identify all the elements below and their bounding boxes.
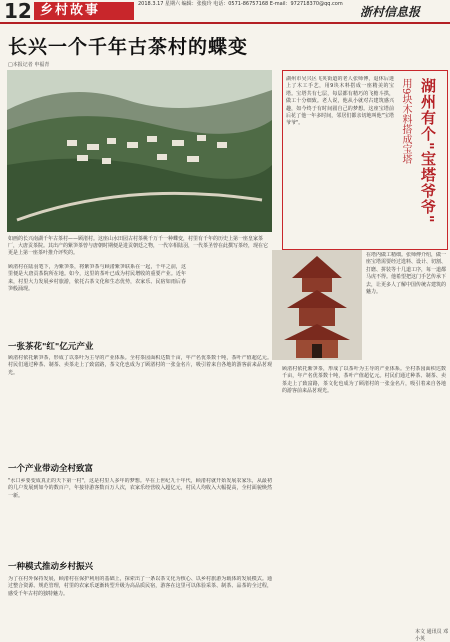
feature-title: 湖州有个"宝塔爷爷" [419, 78, 437, 224]
byline: □本报记者 申福青 [8, 62, 50, 68]
page-number: 12 [4, 0, 32, 23]
headline: 长兴一个千年古茶村的蝶变 [8, 36, 249, 58]
photo-caption: 如画的长兴南湖千年古茶村——顾渚村。这座山水田园古村茶桃千万千一种蝶变，村里有千年的历史上第一座皇家茶厂，大唐贡茶院。其出产的紫笋茶曾与唐朝时期便是进贡朝廷之物，一代宰相陆羽，一代茶圣曾在此撰写茶经，现在它更是上第一座茶叶推介评奖的。 [8, 236, 269, 257]
article-col3: "水口乡要变成真正的天下第一村"，这是村里人多年的梦想。早在上世纪九十年代，顾渚村就开始发展农家乐，从最初的几户发展到如今的数百户，年接待游客数百万人次，农家乐经营收入超亿元，村民人均收入大幅提高，全村面貌焕然一新。 [8, 478, 272, 499]
article-col1: 顾渚村在陆羽笔下，为紫笋茶，将紫笋茶与顾渚紫笋联系在一起，千年之前，这里便是大唐贡茶院所在地。如今，这里的茶叶已成为村民增收的重要产业。近年来，村里大力发展乡村旅游，依托古茶文化和生态优势，农家乐、民宿如雨后春笋般涌现。 [8, 264, 186, 293]
village-photo [7, 70, 272, 232]
section-title: 乡村故事 [40, 3, 101, 18]
subheading-3: 一种模式推动乡村振兴 [8, 562, 94, 572]
paper-name: 浙村信息报 [360, 5, 421, 19]
pagoda-photo [272, 250, 362, 360]
subheading-2: 一个产业带动全村致富 [8, 464, 94, 474]
feature-text: 湖州市吴兴区飞英街道的老人张师傅，退休后迷上了木工手艺，用9块木料搭成一座精美的宝塔。宝塔共有七层，每层都有精巧的飞檐斗拱，做工十分细致。老人说，他从小就对古建筑感兴趣，如今终于有时间圆自己的梦想。这座宝塔前后花了他一年多时间，邻居们都亲切地叫他"宝塔爷爷"。 [286, 76, 394, 127]
feature-col-a: 在塔内做工精细。张师傅介绍，做一座宝塔需要经过选料、设计、切割、打磨、拼装等十几道工序，每一道都马虎不得。他希望把这门手艺传承下去，让更多人了解中国传统古建筑的魅力。 [366, 252, 446, 296]
article-col2: 顾渚村依托紫笋茶，形成了以茶叶为主导的产业体系。全村茶园面积达数千亩，年产名优茶数十吨，茶叶产值超亿元。村民们通过种茶、制茶、卖茶走上了致富路，茶文化也成为了顾渚村的一张金名片，吸引着来自各地的游客前来品茗观光。 [8, 355, 272, 376]
article-col4: 为了在村外保持发展，顾渚村在保护利用的基础上，探索出了一条以茶文化为核心、以乡村旅游为载体的发展模式。通过整合资源、规范管理，村里的农家乐逐渐转型升级为高品质民宿，游客在这里可以体验采茶、制茶、品茶的全过程，感受千年古村的独特魅力。 [8, 576, 272, 597]
subheading-1: 一张茶花"红"亿元产业 [8, 342, 94, 352]
feature-subtitle: 用9块木料搭成宝塔 [400, 78, 411, 165]
article-footer: 本文 通讯员 邓小英 [415, 629, 449, 642]
feature-col-b: 顾渚村依托紫笋茶，形成了以茶叶为主导的产业体系。全村茶园面积达数千亩，年产名优茶数十吨，茶叶产值超亿元。村民们通过种茶、制茶、卖茶走上了致富路，茶文化也成为了顾渚村的一张金名片，吸引着来自各地的游客前来品茗观光。 [282, 366, 446, 395]
header-meta: 2018.3.17 星期六 编辑：张俊玲 电话：0571-86757168 E-mail：972718370@qq.com [138, 1, 343, 7]
